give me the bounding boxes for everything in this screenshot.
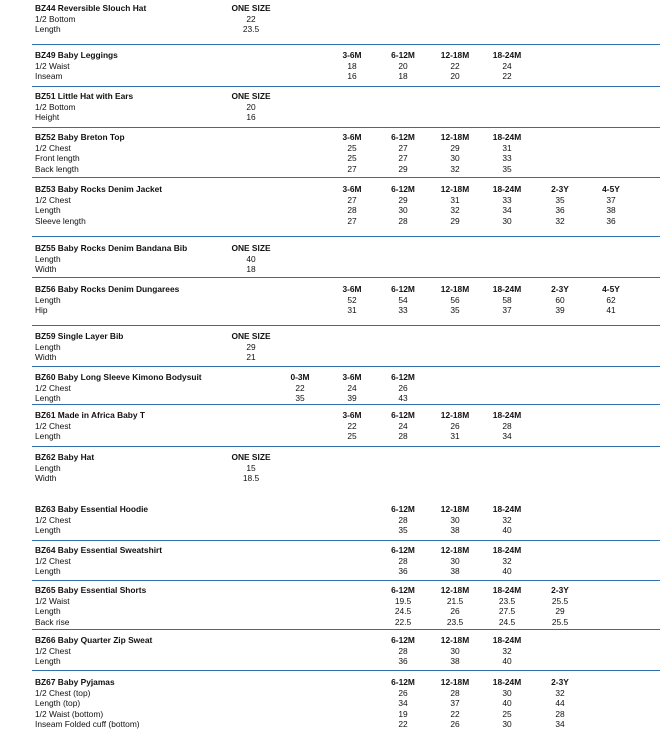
size-header: 18-24M	[492, 132, 522, 142]
measurement-value: 40	[502, 566, 512, 576]
product-title: BZ67 Baby Pyjamas	[35, 677, 115, 687]
section-divider	[32, 236, 660, 237]
product-title: BZ65 Baby Essential Shorts	[35, 585, 147, 595]
measurement-value: 27	[347, 194, 357, 205]
measurement-value: 33	[398, 305, 408, 315]
measurement-value: 26	[450, 606, 460, 616]
size-header: 18-24M	[492, 545, 522, 555]
measurement-label: Length	[35, 431, 61, 441]
measurement-label: Length	[35, 253, 61, 264]
size-header: 12-18M	[440, 504, 470, 514]
measurement-value: 40	[502, 656, 512, 666]
measurement-value: 30	[450, 153, 460, 163]
measurement-value: 23.5	[446, 616, 464, 627]
measurement-value: 30	[502, 687, 512, 698]
measurement-value: 37	[606, 194, 616, 205]
measurement-value: 60	[555, 294, 565, 305]
measurement-label: Back rise	[35, 616, 70, 627]
measurement-label: 1/2 Chest	[35, 382, 71, 393]
measurement-value: 40	[502, 525, 512, 535]
measurement-value: 54	[398, 294, 408, 305]
measurement-value: 28	[555, 708, 565, 719]
measurement-label: Hip	[35, 305, 48, 315]
measurement-value: 22	[246, 13, 256, 24]
size-header: ONE SIZE	[231, 331, 271, 341]
measurement-value: 29	[398, 194, 408, 205]
product-title: BZ61 Made in Africa Baby T	[35, 410, 145, 420]
measurement-label: Front length	[35, 153, 80, 163]
measurement-value: 26	[398, 382, 408, 393]
measurement-label: Length	[35, 656, 61, 666]
measurement-value: 22	[295, 382, 305, 393]
size-header: 18-24M	[492, 410, 522, 420]
measurement-label: Width	[35, 473, 57, 483]
measurement-value: 31	[450, 431, 460, 441]
measurement-value: 19	[398, 708, 408, 719]
measurement-value: 30	[450, 645, 460, 656]
measurement-value: 40	[246, 253, 256, 264]
measurement-value: 25.5	[551, 616, 569, 627]
measurement-value: 18	[347, 60, 357, 71]
measurement-value: 36	[555, 205, 565, 215]
measurement-value: 30	[502, 215, 512, 226]
measurement-value: 24	[398, 420, 408, 431]
size-header: 3-6M	[342, 410, 362, 420]
measurement-value: 40	[502, 698, 512, 708]
measurement-value: 22.5	[394, 616, 412, 627]
size-header: 3-6M	[342, 284, 362, 294]
measurement-value: 39	[347, 393, 357, 403]
size-header: 0-3M	[290, 372, 310, 382]
measurement-value: 29	[246, 341, 256, 352]
measurement-value: 33	[502, 153, 512, 163]
size-header: 12-18M	[440, 184, 470, 194]
measurement-value: 39	[555, 305, 565, 315]
measurement-value: 32	[502, 645, 512, 656]
measurement-value: 16	[347, 71, 357, 81]
measurement-value: 43	[398, 393, 408, 403]
measurement-label: 1/2 Chest	[35, 194, 71, 205]
measurement-value: 26	[450, 420, 460, 431]
size-header: 6-12M	[391, 410, 415, 420]
measurement-label: Length	[35, 462, 61, 473]
measurement-label: Back length	[35, 163, 79, 174]
product-title: BZ59 Single Layer Bib	[35, 331, 124, 341]
size-header: ONE SIZE	[231, 243, 271, 253]
measurement-label: Length	[35, 525, 61, 535]
product-title: BZ66 Baby Quarter Zip Sweat	[35, 635, 153, 645]
measurement-label: 1/2 Chest (top)	[35, 687, 91, 698]
measurement-value: 29	[398, 163, 408, 174]
measurement-value: 23.5	[498, 595, 516, 606]
product-title: BZ49 Baby Leggings	[35, 50, 118, 60]
measurement-value: 31	[347, 305, 357, 315]
measurement-value: 38	[606, 205, 616, 215]
measurement-label: Height	[35, 112, 60, 122]
measurement-value: 34	[502, 431, 512, 441]
measurement-label: 1/2 Waist	[35, 60, 70, 71]
measurement-value: 37	[502, 305, 512, 315]
measurement-label: 1/2 Chest	[35, 555, 71, 566]
size-header: 18-24M	[492, 184, 522, 194]
measurement-value: 28	[398, 555, 408, 566]
measurement-label: 1/2 Chest	[35, 645, 71, 656]
measurement-value: 26	[450, 719, 460, 729]
measurement-value: 29	[450, 215, 460, 226]
section-divider	[32, 325, 660, 326]
measurement-value: 22	[502, 71, 512, 81]
measurement-value: 25.5	[551, 595, 569, 606]
product-title: BZ56 Baby Rocks Denim Dungarees	[35, 284, 180, 294]
section-divider	[32, 86, 660, 87]
measurement-value: 20	[398, 60, 408, 71]
size-header: 6-12M	[391, 184, 415, 194]
measurement-value: 62	[606, 294, 616, 305]
measurement-value: 27	[398, 142, 408, 153]
measurement-value: 31	[502, 142, 512, 153]
product-title: BZ62 Baby Hat	[35, 452, 95, 462]
measurement-value: 37	[450, 698, 460, 708]
measurement-label: Length	[35, 205, 61, 215]
measurement-label: Inseam	[35, 71, 63, 81]
size-header: 18-24M	[492, 677, 522, 687]
measurement-value: 32	[555, 215, 565, 226]
measurement-value: 25	[502, 708, 512, 719]
size-header: 6-12M	[391, 284, 415, 294]
size-header: 18-24M	[492, 284, 522, 294]
measurement-value: 34	[555, 719, 565, 729]
measurement-value: 21.5	[446, 595, 464, 606]
product-title: BZ53 Baby Rocks Denim Jacket	[35, 184, 163, 194]
measurement-label: Width	[35, 352, 57, 362]
section-divider	[32, 540, 660, 541]
section-divider	[32, 670, 660, 671]
size-header: 6-12M	[391, 545, 415, 555]
measurement-label: Length	[35, 341, 61, 352]
measurement-value: 15	[246, 462, 256, 473]
size-header: 12-18M	[440, 410, 470, 420]
measurement-label: Length	[35, 566, 61, 576]
measurement-value: 36	[606, 215, 616, 226]
measurement-value: 25	[347, 142, 357, 153]
section-divider	[32, 277, 660, 278]
measurement-value: 44	[555, 698, 565, 708]
size-header: 2-3Y	[551, 677, 569, 687]
measurement-value: 35	[398, 525, 408, 535]
measurement-value: 58	[502, 294, 512, 305]
measurement-value: 24	[502, 60, 512, 71]
size-header: 12-18M	[440, 50, 470, 60]
measurement-value: 18.5	[242, 473, 260, 483]
measurement-label: Sleeve length	[35, 215, 86, 226]
measurement-value: 22	[450, 60, 460, 71]
size-header: 3-6M	[342, 50, 362, 60]
size-header: 6-12M	[391, 504, 415, 514]
measurement-value: 35	[295, 393, 305, 403]
measurement-label: Width	[35, 264, 57, 274]
size-header: 12-18M	[440, 677, 470, 687]
size-header: 6-12M	[391, 677, 415, 687]
measurement-label: 1/2 Bottom	[35, 101, 76, 112]
measurement-value: 27	[347, 215, 357, 226]
measurement-label: 1/2 Chest	[35, 142, 71, 153]
measurement-label: Length	[35, 393, 61, 403]
measurement-value: 30	[450, 514, 460, 525]
measurement-value: 33	[502, 194, 512, 205]
measurement-value: 27.5	[498, 606, 516, 616]
size-header: 18-24M	[492, 635, 522, 645]
section-divider	[32, 127, 660, 128]
size-header: 3-6M	[342, 132, 362, 142]
measurement-value: 22	[347, 420, 357, 431]
product-title: BZ52 Baby Breton Top	[35, 132, 125, 142]
section-divider	[32, 629, 660, 630]
measurement-label: 1/2 Waist	[35, 595, 70, 606]
measurement-value: 18	[246, 264, 256, 274]
measurement-value: 25	[347, 153, 357, 163]
size-header: 18-24M	[492, 585, 522, 595]
section-divider	[32, 404, 660, 405]
measurement-value: 28	[502, 420, 512, 431]
measurement-value: 35	[555, 194, 565, 205]
measurement-value: 30	[398, 205, 408, 215]
size-header: 6-12M	[391, 372, 415, 382]
measurement-value: 24	[347, 382, 357, 393]
size-header: ONE SIZE	[231, 91, 271, 101]
measurement-value: 24.5	[394, 606, 412, 616]
size-header: 2-3Y	[551, 184, 569, 194]
measurement-value: 36	[398, 656, 408, 666]
size-header: 12-18M	[440, 284, 470, 294]
measurement-value: 28	[450, 687, 460, 698]
measurement-value: 20	[246, 101, 256, 112]
measurement-value: 24.5	[498, 616, 516, 627]
measurement-value: 32	[502, 514, 512, 525]
product-title: BZ51 Little Hat with Ears	[35, 91, 134, 101]
section-divider	[32, 177, 660, 178]
size-header: 3-6M	[342, 372, 362, 382]
measurement-value: 26	[398, 687, 408, 698]
measurement-value: 28	[398, 215, 408, 226]
measurement-value: 28	[347, 205, 357, 215]
section-divider	[32, 446, 660, 447]
size-header: 6-12M	[391, 585, 415, 595]
size-header: 12-18M	[440, 545, 470, 555]
measurement-value: 29	[450, 142, 460, 153]
measurement-value: 21	[246, 352, 256, 362]
measurement-value: 18	[398, 71, 408, 81]
size-header: 12-18M	[440, 132, 470, 142]
measurement-value: 38	[450, 525, 460, 535]
section-divider	[32, 580, 660, 581]
measurement-label: 1/2 Chest	[35, 514, 71, 525]
size-header: 3-6M	[342, 184, 362, 194]
product-title: BZ60 Baby Long Sleeve Kimono Bodysuit	[35, 372, 202, 382]
size-header: 6-12M	[391, 132, 415, 142]
measurement-value: 56	[450, 294, 460, 305]
size-header: ONE SIZE	[231, 452, 271, 462]
measurement-value: 32	[555, 687, 565, 698]
product-title: BZ55 Baby Rocks Denim Bandana Bib	[35, 243, 188, 253]
measurement-value: 27	[347, 163, 357, 174]
measurement-label: Length	[35, 294, 61, 305]
measurement-value: 41	[606, 305, 616, 315]
product-title: BZ64 Baby Essential Sweatshirt	[35, 545, 163, 555]
measurement-value: 38	[450, 656, 460, 666]
size-header: 4-5Y	[602, 184, 620, 194]
size-header: 18-24M	[492, 504, 522, 514]
measurement-value: 19.5	[394, 595, 412, 606]
measurement-value: 23.5	[242, 24, 260, 34]
measurement-label: Inseam Folded cuff (bottom)	[35, 719, 140, 729]
measurement-value: 38	[450, 566, 460, 576]
measurement-value: 35	[450, 305, 460, 315]
measurement-value: 34	[502, 205, 512, 215]
measurement-label: Length (top)	[35, 698, 81, 708]
section-divider	[32, 44, 660, 45]
measurement-value: 22	[398, 719, 408, 729]
measurement-value: 29	[555, 606, 565, 616]
measurement-label: 1/2 Bottom	[35, 13, 76, 24]
measurement-value: 28	[398, 514, 408, 525]
product-title: BZ44 Reversible Slouch Hat	[35, 3, 147, 13]
measurement-value: 32	[450, 163, 460, 174]
section-divider	[32, 366, 660, 367]
measurement-label: Length	[35, 606, 61, 616]
size-header: 18-24M	[492, 50, 522, 60]
measurement-label: Length	[35, 24, 61, 34]
size-header: 12-18M	[440, 585, 470, 595]
measurement-value: 30	[502, 719, 512, 729]
measurement-value: 16	[246, 112, 256, 122]
measurement-value: 27	[398, 153, 408, 163]
measurement-label: 1/2 Chest	[35, 420, 71, 431]
size-header: 12-18M	[440, 635, 470, 645]
measurement-value: 36	[398, 566, 408, 576]
measurement-value: 30	[450, 555, 460, 566]
measurement-value: 20	[450, 71, 460, 81]
size-header: 6-12M	[391, 50, 415, 60]
size-header: 2-3Y	[551, 585, 569, 595]
size-header: ONE SIZE	[231, 3, 271, 13]
measurement-value: 31	[450, 194, 460, 205]
measurement-value: 32	[502, 555, 512, 566]
measurement-value: 34	[398, 698, 408, 708]
measurement-label: 1/2 Waist (bottom)	[35, 708, 104, 719]
product-title: BZ63 Baby Essential Hoodie	[35, 504, 149, 514]
size-header: 4-5Y	[602, 284, 620, 294]
measurement-value: 25	[347, 431, 357, 441]
size-header: 6-12M	[391, 635, 415, 645]
measurement-value: 35	[502, 163, 512, 174]
measurement-value: 28	[398, 645, 408, 656]
measurement-value: 32	[450, 205, 460, 215]
measurement-value: 52	[347, 294, 357, 305]
measurement-value: 28	[398, 431, 408, 441]
size-header: 2-3Y	[551, 284, 569, 294]
measurement-value: 22	[450, 708, 460, 719]
